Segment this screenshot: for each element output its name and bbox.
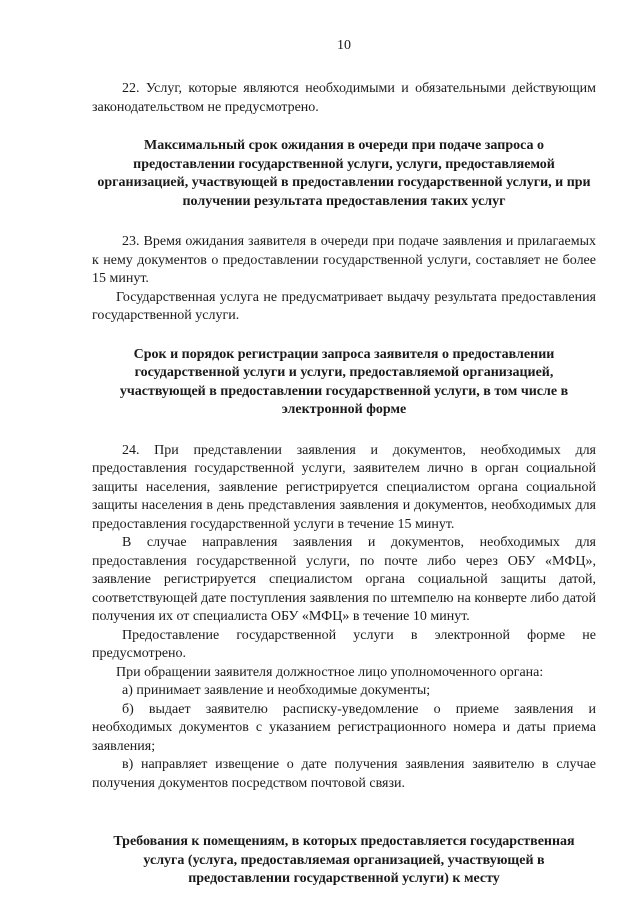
paragraph-24-item-b: б) выдает заявителю расписку-уведомление о приеме заявления и необходимых документов с указанием регистрационного номера и даты приема заявления; bbox=[92, 701, 596, 754]
paragraph-24-electronic: Предоставление государственной услуги в электронной форме не предусмотрено. bbox=[92, 627, 596, 661]
paragraph-23-result: Государственная услуга не предусматривает выдачу результата предоставления государственной услуги. bbox=[92, 289, 596, 323]
paragraph-23: 23. Время ожидания заявителя в очереди при подаче заявления и прилагаемых к нему документов о предоставлении государственной услуги, составляет не более 15 минут. bbox=[92, 234, 596, 286]
paragraph-24: 24. При представлении заявления и документов, необходимых для предоставления государственной услуги, заявителем лично в орган социальной защиты населения, заявление регистрируется специалистом органа социальной защиты населения в день представления заявления и документов, необходимых для предоставления государственной услуги в течение 15 минут. bbox=[92, 442, 596, 532]
heading-premises: Требования к помещениям, в которых предоставляется государственная услуга (услуга, предоставляемая организацией, участвующей в предоставлении государственной услуги) к месту bbox=[113, 834, 575, 886]
paragraph-24-item-c: в) направляет извещение о дате получения заявления заявителю в случае получения документов посредством почтовой связи. bbox=[92, 757, 596, 791]
paragraph-24-mail: В случае направления заявления и документов, необходимых для предоставления государственной услуги, по почте либо через ОБУ «МФЦ», заявление регистрируется специалистом органа социальной защиты датой, соответствующей дате поступления заявления по штемпелю на конверте либо датой получения их от специалиста ОБУ «МФЦ» в течение 10 минут. bbox=[92, 535, 596, 624]
paragraph-24-official: При обращении заявителя должностное лицо уполномоченного органа: bbox=[116, 664, 544, 680]
heading-queue-time: Максимальный срок ожидания в очереди при подаче запроса о предоставлении государственной услуги, услуги, предоставляемой организацией, участвующей в предоставлении государственной услуги, и при получении результата предоставления таких услуг bbox=[97, 138, 591, 209]
paragraph-22: 22. Услуг, которые являются необходимыми и обязательными действующим законодательством не предусмотрено. bbox=[92, 81, 596, 115]
heading-registration: Срок и порядок регистрации запроса заявителя о предоставлении государственной услуги и услуги, предоставляемой организацией, участвующей в предоставлении государственной услуги, в том числе в электронной форме bbox=[119, 346, 569, 417]
page-number: 10 bbox=[337, 38, 351, 53]
paragraph-24-item-a: а) принимает заявление и необходимые документы; bbox=[122, 683, 431, 698]
